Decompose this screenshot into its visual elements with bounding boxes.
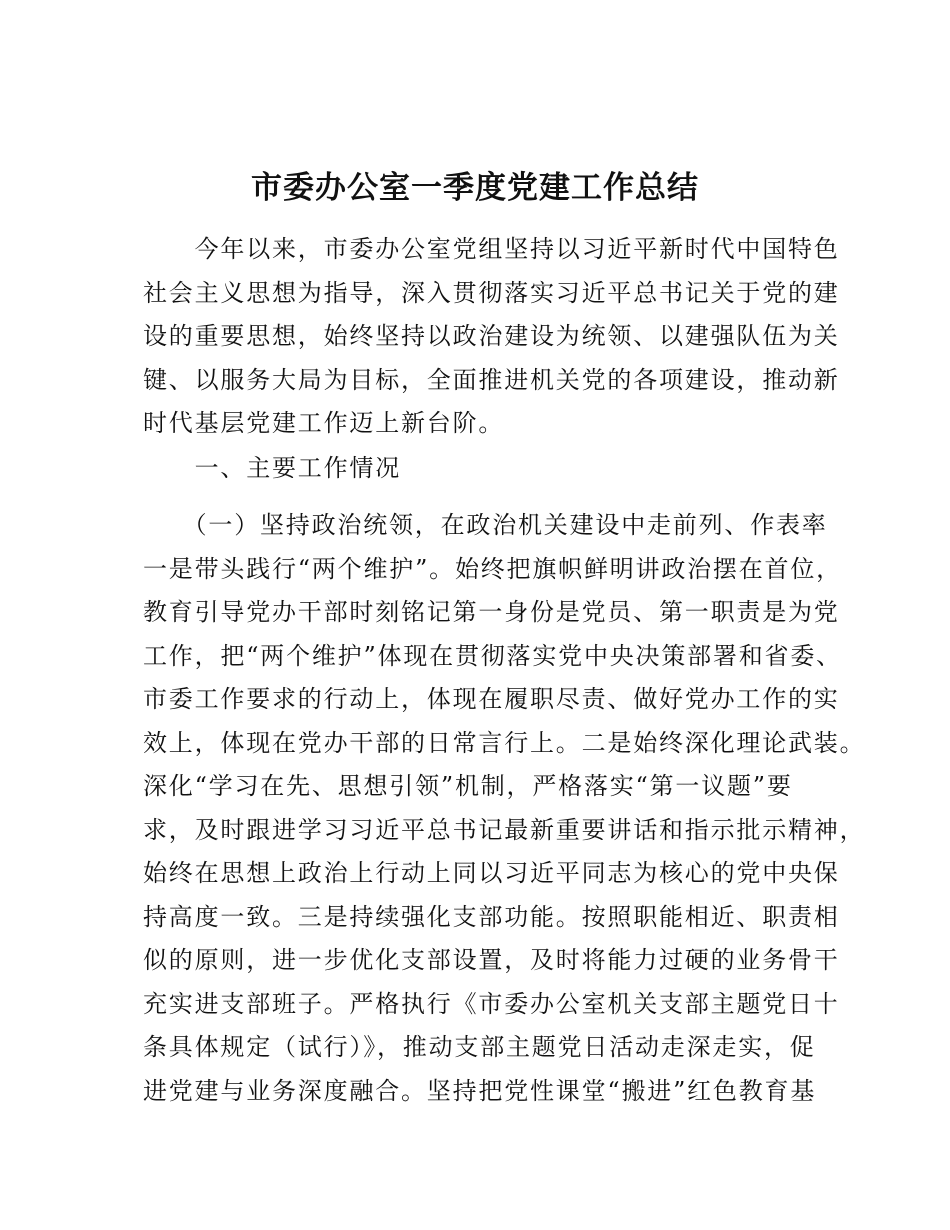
intro-line: 社会主义思想为指导，深入贯彻落实习近平总书记关于党的建 bbox=[143, 278, 840, 307]
body-line: 进党建与业务深度融合。坚持把党性课堂“搬进”红色教育基 bbox=[143, 1076, 817, 1105]
document-title: 市委办公室一季度党建工作总结 bbox=[251, 170, 699, 206]
body-line: 似的原则，进一步优化支部设置，及时将能力过硬的业务骨干 bbox=[143, 946, 840, 974]
section-heading bbox=[143, 447, 813, 491]
body-line: 工作，把“两个维护”体现在贯彻落实党中央决策部署和省委、 bbox=[143, 641, 842, 670]
body-line: 条具体规定（试行）》，推动支部主题党日活动走深走实，促 bbox=[143, 1033, 816, 1061]
body-line: 深化“学习在先、思想引领”机制，严格落实“第一议题”要 bbox=[143, 772, 793, 800]
section-heading-text: 一、主要工作情况 bbox=[143, 454, 401, 482]
body-paragraph bbox=[143, 504, 866, 1113]
body-line: 持高度一致。三是持续强化支部功能。按照职能相近、职责相 bbox=[143, 902, 840, 931]
intro-line: 设的重要思想，始终坚持以政治建设为统领、以建强队伍为关 bbox=[143, 322, 840, 350]
body-line: （一）坚持政治统领，在政治机关建设中走前列、作表率 bbox=[143, 511, 828, 539]
body-line: 效上，体现在党办干部的日常言行上。二是始终深化理论武装。 bbox=[143, 728, 866, 757]
intro-paragraph bbox=[143, 228, 840, 446]
body-line: 求，及时跟进学习习近平总书记最新重要讲话和指示批示精神， bbox=[143, 815, 866, 844]
intro-line: 键、以服务大局为目标，全面推进机关党的各项建设，推动新 bbox=[143, 365, 840, 394]
body-line: 教育引导党办干部时刻铭记第一身份是党员、第一职责是为党 bbox=[143, 598, 840, 626]
intro-line: 时代基层党建工作迈上新台阶。 bbox=[143, 409, 505, 437]
body-line: 市委工作要求的行动上，体现在履职尽责、做好党办工作的实 bbox=[143, 685, 840, 713]
body-line: 一是带头践行“两个维护”。始终把旗帜鲜明讲政治摆在首位， bbox=[143, 554, 842, 583]
intro-line: 今年以来，市委办公室党组坚持以习近平新时代中国特色 bbox=[143, 235, 840, 263]
body-line: 始终在思想上政治上行动上同以习近平同志为核心的党中央保 bbox=[143, 859, 840, 887]
body-line: 充实进支部班子。严格执行《市委办公室机关支部主题党日十 bbox=[143, 989, 840, 1018]
